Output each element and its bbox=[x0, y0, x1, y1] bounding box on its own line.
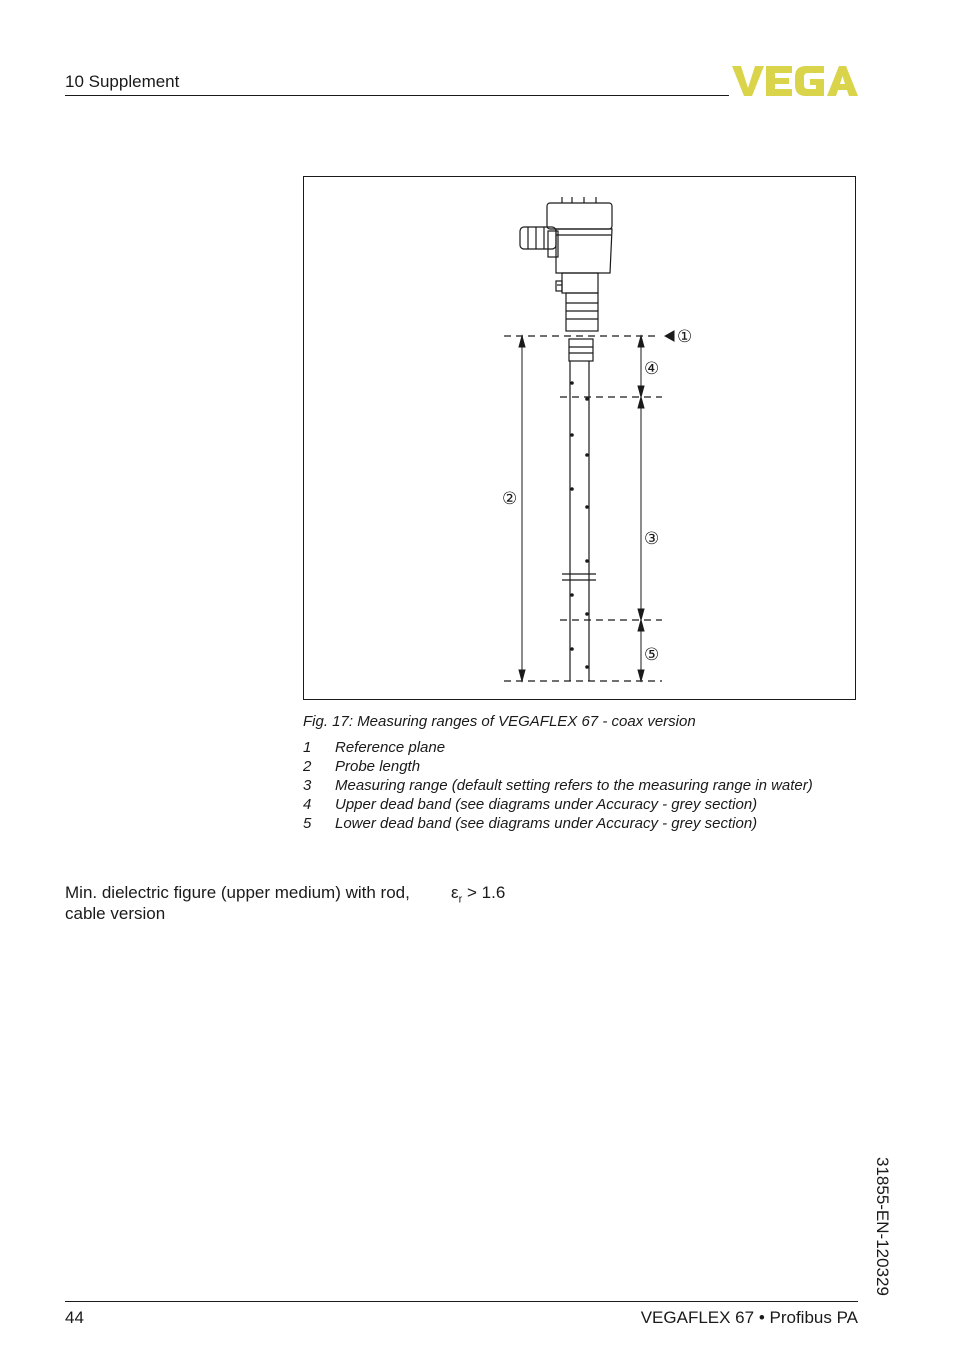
document-code: 31855-EN-120329 bbox=[873, 1157, 892, 1296]
legend-text: Reference plane bbox=[335, 739, 446, 756]
legend-item bbox=[303, 777, 813, 796]
footer-rule bbox=[65, 1301, 858, 1302]
footer-product: VEGAFLEX 67 • Profibus PA bbox=[640, 1308, 858, 1327]
housing-neck bbox=[562, 273, 598, 293]
vega-logo bbox=[732, 64, 858, 98]
housing-body bbox=[556, 229, 612, 273]
housing-lid bbox=[547, 203, 612, 229]
coax-head bbox=[569, 339, 593, 361]
legend-number: 1 bbox=[303, 739, 312, 756]
legend-item bbox=[303, 796, 813, 815]
legend-number: 3 bbox=[303, 777, 312, 794]
epsilon-subscript: r bbox=[458, 893, 463, 906]
callout-3: ③ bbox=[644, 529, 660, 549]
spec-value bbox=[451, 882, 505, 910]
header-rule bbox=[65, 95, 729, 96]
legend-item bbox=[303, 758, 813, 777]
legend-number: 2 bbox=[303, 758, 312, 775]
spec-label: Min. dielectric figure (upper medium) with rod, cable version bbox=[65, 883, 410, 923]
figure-frame bbox=[303, 176, 856, 700]
legend-item bbox=[303, 815, 813, 834]
legend-text: Lower dead band (see diagrams under Accuracy - grey section) bbox=[335, 815, 758, 832]
section-header: 10 Supplement bbox=[65, 72, 180, 91]
process-thread bbox=[566, 293, 598, 331]
vent-holes bbox=[570, 381, 589, 669]
callout-1: ① bbox=[677, 327, 693, 347]
reference-marker bbox=[665, 331, 674, 341]
cable-gland bbox=[520, 227, 558, 257]
figure-legend bbox=[303, 739, 813, 834]
probe-drawing bbox=[304, 177, 857, 701]
legend-text: Measuring range (default setting refers to the measuring range in water) bbox=[335, 777, 813, 794]
callout-5: ⑤ bbox=[644, 645, 660, 665]
figure-caption: Fig. 17: Measuring ranges of VEGAFLEX 67 - coax version bbox=[303, 713, 696, 730]
legend-item bbox=[303, 739, 813, 758]
page-number: 44 bbox=[65, 1308, 84, 1327]
callout-4: ④ bbox=[644, 359, 660, 379]
legend-text: Upper dead band (see diagrams under Accuracy - grey section) bbox=[335, 796, 758, 813]
epsilon-symbol: ε bbox=[451, 883, 459, 902]
legend-number: 4 bbox=[303, 796, 312, 813]
legend-text: Probe length bbox=[335, 758, 421, 775]
legend-number: 5 bbox=[303, 815, 312, 832]
spec-number: > 1.6 bbox=[462, 883, 506, 902]
callout-2: ② bbox=[502, 489, 518, 509]
